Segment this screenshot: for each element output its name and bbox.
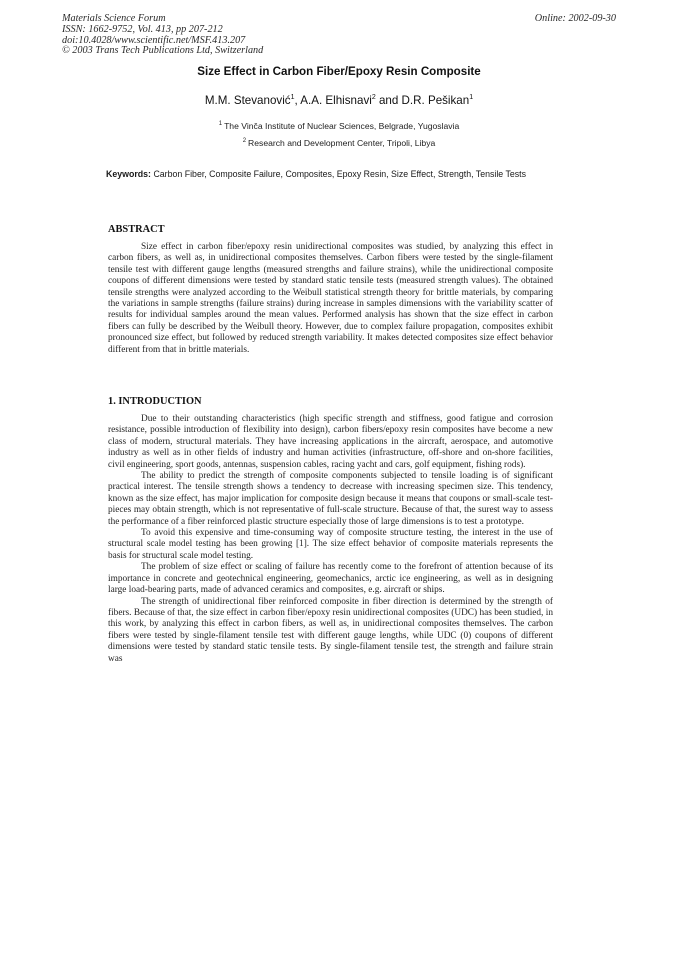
keywords-text: Carbon Fiber, Composite Failure, Composites, Epoxy Resin, Size Effect, Strength, Tensile Tests — [153, 169, 527, 179]
doi-line: doi:10.4028/www.scientific.net/MSF.413.207 — [62, 34, 246, 46]
author-affiliation-marker: 1 — [469, 94, 474, 102]
author-name: A.A. Elhisnavi — [300, 94, 372, 107]
intro-paragraph: To avoid this expensive and time-consuming way of composite structure testing, the interest in the use of structural scale model testing has been growing [1]. The size effect behavior of composite materials represents the basis for structural scale model testing. — [108, 528, 553, 561]
abstract-heading: ABSTRACT — [108, 224, 165, 235]
affiliation-text: The Vinča Institute of Nuclear Sciences, Belgrade, Yugoslavia — [224, 121, 460, 131]
intro-paragraph: The strength of unidirectional fiber reinforced composite in fiber direction is determined by the strength of fibers. Because of that, the size effect in carbon fiber/epoxy resin unidirectional composites (UDC) has been studied, in this work, by analyzing this effect in carbon fibers, as well as, in unidirectional composites themselves. The carbon fibers were tested by single-filament tensile test with different gauge lengths, while UDC (0) coupons of different dimensions were tested by standard static tensile tests. By single-filament tensile test, the strength and failure strain was — [108, 596, 553, 664]
author-name: M.M. Stevanović — [204, 94, 291, 107]
author-conjunction: and — [378, 94, 399, 107]
abstract-paragraph: Size effect in carbon fiber/epoxy resin unidirectional composites was studied, by analyzing this effect in carbon fibers, as well as, in unidirectional composites themselves. Carbon fibers were tested by the single-filament tensile test with different gauge lengths (measured strengths and failure strains), while the unidirectional composite coupons of different dimensions were tested by standard static tensile tests (measured strength values). The obtained tensile strengths were analyzed according to the Weibull statistical strength theory for brittle materials, by comparing the variations in sample strengths (failure strains) during increase in samples dimensions with the variability scatter of results for individual samples around the mean values. Performed analysis has shown that the size effect in carbon fibers can fully be described by the Weibull theory. However, due to complex failure propagation, composites exhibit pronounced size effect, but followed by reduced strength variability. It makes detected composites size effect behavior different from that in brittle materials. — [108, 242, 553, 355]
keywords-block — [106, 169, 536, 181]
affiliation-1 — [0, 121, 678, 131]
author-affiliation-marker: 1 — [290, 94, 295, 102]
affiliation-marker: 2 — [242, 138, 247, 145]
introduction-heading: 1. INTRODUCTION — [108, 396, 202, 407]
issn-line: ISSN: 1662-9752, Vol. 413, pp 207-212 — [62, 23, 223, 35]
intro-paragraph: The problem of size effect or scaling of failure has recently come to the forefront of attention because of its importance in concrete and geotechnical engineering, geomechanics, arctic ice engineering, as well as in designing large load-bearing parts, made of advanced ceramics and composites, e.g. aircraft or ships. — [108, 562, 553, 596]
journal-header — [62, 14, 263, 57]
abstract-body — [108, 242, 553, 356]
author-name: D.R. Pešikan — [401, 94, 470, 107]
paper-title: Size Effect in Carbon Fiber/Epoxy Resin Composite — [197, 65, 481, 78]
affiliation-marker: 1 — [218, 121, 223, 128]
online-date: Online: 2002-09-30 — [534, 13, 616, 24]
intro-paragraph: The ability to predict the strength of composite components subjected to tensile loading is of significant practical interest. The tensile strength shows a tendency to decrease with increasing specimen size. This tendency, known as the size effect, has major implication for composite design because it means that coupons or small-scale test-pieces may obtain strength, which is not representative of full-scale structure. Because of that, the surest way to assess the performance of a fiber reinforced plastic structure especially those of large dimensions is to test a prototype. — [108, 471, 553, 527]
keywords-label: Keywords: — [106, 169, 151, 179]
intro-paragraph: Due to their outstanding characteristics (high specific strength and stiffness, good fatigue and corrosion resistance, possible introduction of flexibility into design), carbon fibers/epoxy resin composites have become a new class of modern, structural materials. They have increasing applications in the aircraft, aerospace, and automotive industry as well as in other fields of industry and human activities (infrastructure, off-shore and on-shore facilities, civil engineering, sport goods, antennas, suspension cables, racing yacht and cars, golf equipment, fishing rods). — [108, 414, 553, 470]
journal-name: Materials Science Forum — [62, 13, 166, 24]
author-affiliation-marker: 2 — [371, 94, 376, 102]
affiliation-2 — [0, 138, 678, 148]
copyright-line: © 2003 Trans Tech Publications Ltd, Switzerland — [62, 45, 264, 57]
affiliation-text: Research and Development Center, Tripoli, Libya — [248, 138, 436, 148]
introduction-body — [108, 414, 553, 665]
author-list: M.M. Stevanović$^1$, A.A. Elhisnavi$^2$ and D.R. Pešikan$^1$ — [204, 94, 474, 107]
